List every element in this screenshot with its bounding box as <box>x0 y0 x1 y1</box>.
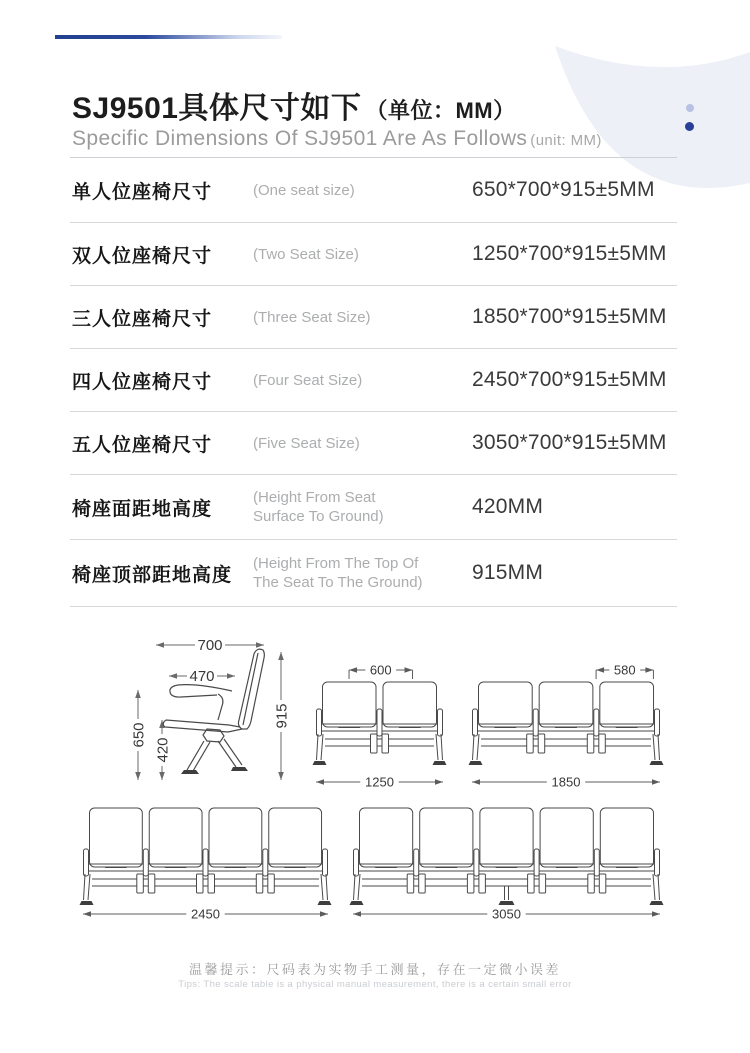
dim-height-seat: 420 <box>154 737 172 763</box>
bench-2-seat-diagram <box>311 660 448 795</box>
page-title-unit: （单位：MM） <box>365 98 516 123</box>
bench-4-seat-svg <box>78 800 333 922</box>
dim-arm-depth: 470 <box>189 668 215 685</box>
row-label-en: (Height From Seat Surface To Ground) <box>253 489 384 525</box>
row-label-en: (Four Seat Size) <box>253 371 363 389</box>
dimension-label: 3050 <box>492 906 521 922</box>
bench-4-seat-diagram <box>78 800 333 927</box>
table-row <box>70 349 677 412</box>
row-label-cn: 椅座面距地高度 <box>72 498 213 520</box>
page-subtitle-unit: (unit: MM) <box>530 132 602 149</box>
row-label-cn: 椅座顶部距地高度 <box>72 564 233 586</box>
row-value: 1250*700*915±5MM <box>472 242 667 265</box>
page-title-text: SJ9501具体尺寸如下 <box>72 92 362 125</box>
table-row <box>70 286 677 349</box>
row-label-en: (Three Seat Size) <box>253 308 371 326</box>
tips-text-en: Tips: The scale table is a physical manual measurement, there is a certain small error <box>178 979 572 990</box>
table-row <box>70 412 677 475</box>
row-label-cn: 三人位座椅尺寸 <box>72 308 213 330</box>
row-value: 2450*700*915±5MM <box>472 368 667 391</box>
title-accent-bar <box>55 35 282 39</box>
row-label-cn: 双人位座椅尺寸 <box>72 245 213 267</box>
page-subtitle-text: Specific Dimensions Of SJ9501 Are As Follows <box>72 127 528 150</box>
decorative-dot-light <box>686 104 694 112</box>
row-label-en: (Height From The Top Of The Seat To The Ground) <box>253 555 423 591</box>
row-label-cn: 四人位座椅尺寸 <box>72 371 213 393</box>
bench-3-seat-svg <box>467 660 665 790</box>
row-value: 420MM <box>472 495 544 518</box>
spec-table <box>70 157 677 607</box>
row-value: 915MM <box>472 561 544 584</box>
row-label-en: (One seat size) <box>253 181 355 199</box>
row-label-cn: 五人位座椅尺寸 <box>72 434 213 456</box>
page-title <box>72 83 516 127</box>
decorative-dot-dark <box>685 122 694 131</box>
row-label-en: (Five Seat Size) <box>253 434 360 452</box>
row-value: 3050*700*915±5MM <box>472 431 667 454</box>
dim-depth-top: 700 <box>197 637 223 654</box>
table-row <box>70 475 677 540</box>
bench-3-seat-diagram <box>467 660 665 795</box>
dimension-label: 2450 <box>191 906 220 922</box>
row-label-en: (Two Seat Size) <box>253 245 359 263</box>
row-value: 1850*700*915±5MM <box>472 305 667 328</box>
tips-text-cn: 温馨提示：尺码表为实物手工测量，存在一定微小误差 <box>188 962 561 977</box>
dimension-label: 580 <box>613 662 636 678</box>
dimension-label: 600 <box>369 662 392 678</box>
dimension-label: 1250 <box>365 774 394 790</box>
dimension-label: 1850 <box>551 774 581 790</box>
row-value: 650*700*915±5MM <box>472 178 655 201</box>
side-view-diagram <box>92 628 304 800</box>
bench-5-seat-diagram <box>348 800 665 927</box>
row-label-cn: 单人位座椅尺寸 <box>72 181 213 203</box>
bench-2-seat-svg <box>311 660 448 790</box>
dim-height-total: 915 <box>273 703 291 729</box>
table-row <box>70 223 677 286</box>
table-row <box>70 158 677 223</box>
table-row <box>70 540 677 607</box>
bench-5-seat-svg <box>348 800 665 922</box>
dim-height-back: 650 <box>130 722 148 748</box>
page-subtitle <box>72 127 602 151</box>
